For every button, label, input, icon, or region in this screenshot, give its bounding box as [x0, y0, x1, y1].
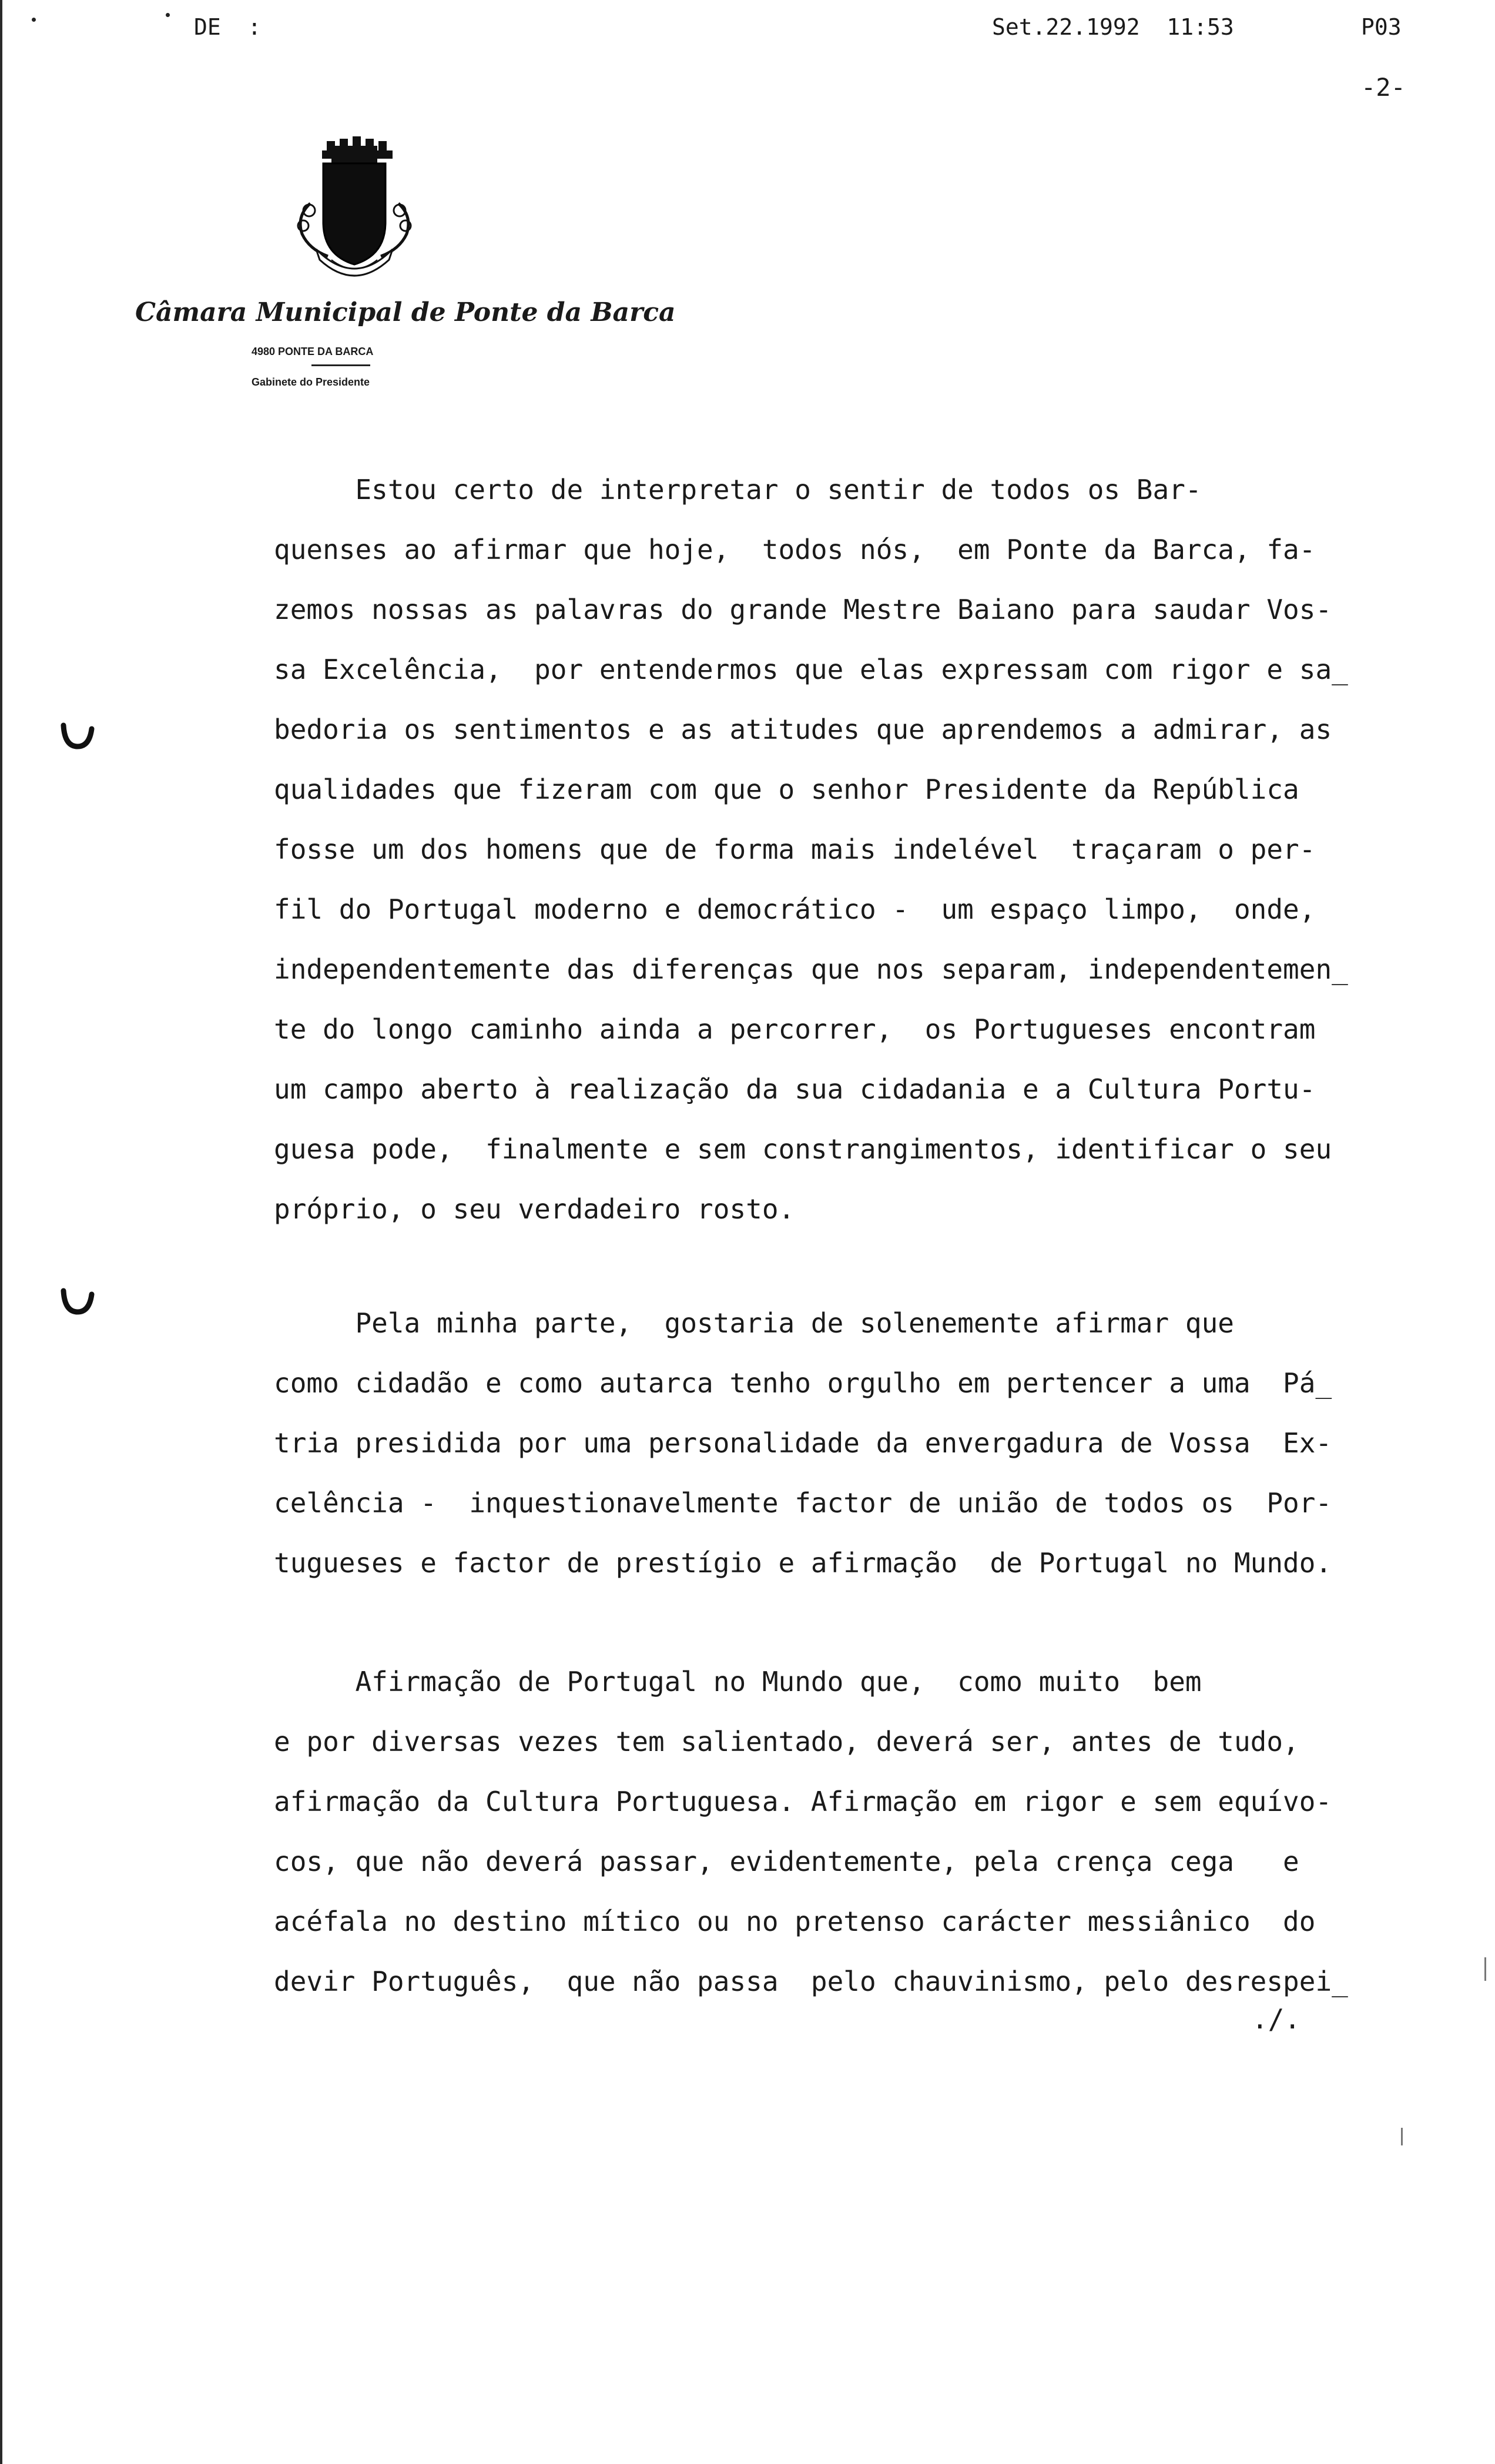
paragraph-3 — [274, 1652, 1449, 2011]
text-line: qualidades que fizeram com que o senhor Presidente da República — [274, 774, 1299, 805]
continuation-mark: ./. — [1252, 2003, 1301, 2035]
text-line: devir Português, que não passa pelo chauvinismo, pelo desrespei̲ — [274, 1966, 1348, 1997]
paragraph-1 — [274, 460, 1449, 1239]
paragraph-spacer — [274, 1239, 1449, 1293]
page-left-edge — [0, 0, 2, 2464]
page-number: -2- — [1361, 73, 1406, 102]
text-line: quenses ao afirmar que hoje, todos nós, em Ponte da Barca, fa- — [274, 534, 1316, 565]
margin-mark — [1484, 1957, 1486, 1981]
letterhead — [135, 134, 676, 404]
letter-body — [274, 460, 1449, 2011]
margin-mark — [1401, 2128, 1403, 2145]
text-line: afirmação da Cultura Portuguesa. Afirmação em rigor e sem equívo- — [274, 1786, 1332, 1817]
text-line: cos, que não deverá passar, evidentemente, pela crença cega e — [274, 1846, 1299, 1877]
text-line: como cidadão e como autarca tenho orgulho em pertencer a uma Pá̲ — [274, 1367, 1332, 1399]
text-line: bedoria os sentimentos e as atitudes que aprendemos a admirar, as — [274, 714, 1332, 745]
text-line: um campo aberto à realização da sua cidadania e a Cultura Portu- — [274, 1073, 1316, 1105]
punch-hole-mark-icon — [59, 1283, 96, 1320]
paragraph-2 — [274, 1293, 1449, 1593]
fax-transmission-header — [0, 14, 1495, 49]
fax-page-ref: P03 — [1361, 14, 1402, 40]
text-line: zemos nossas as palavras do grande Mestre Baiano para saudar Vos- — [274, 594, 1332, 625]
paragraph-spacer — [274, 1593, 1449, 1652]
text-line: fil do Portugal moderno e democrático - um espaço limpo, onde, — [274, 893, 1316, 925]
text-line: e por diversas vezes tem salientado, deverá ser, antes de tudo, — [274, 1726, 1299, 1757]
municipality-address: 4980 PONTE DA BARCA — [252, 346, 374, 357]
text-line: Afirmação de Portugal no Mundo que, como muito bem — [274, 1666, 1202, 1698]
text-line: guesa pode, finalmente e sem constrangimentos, identificar o seu — [274, 1133, 1332, 1165]
text-line: Estou certo de interpretar o sentir de todos os Bar- — [274, 474, 1202, 505]
fax-datetime: Set.22.1992 11:53 — [992, 14, 1234, 40]
municipal-crest-icon — [275, 134, 434, 293]
text-line: próprio, o seu verdadeiro rosto. — [274, 1193, 795, 1225]
letterhead-divider — [311, 364, 370, 366]
text-line: independentemente das diferenças que nos separam, independentemen̲ — [274, 953, 1348, 985]
text-line: fosse um dos homens que de forma mais indelével traçaram o per- — [274, 833, 1316, 865]
text-line: tria presidida por uma personalidade da envergadura de Vossa Ex- — [274, 1427, 1332, 1459]
text-line: celência - inquestionavelmente factor de união de todos os Por- — [274, 1487, 1332, 1519]
municipality-name: Câmara Municipal de Ponte da Barca — [135, 297, 676, 327]
text-line: sa Excelência, por entendermos que elas expressam com rigor e sa̲ — [274, 654, 1348, 685]
fax-from-label: DE : — [194, 14, 262, 40]
office-name: Gabinete do Presidente — [252, 376, 370, 388]
text-line: tugueses e factor de prestígio e afirmação de Portugal no Mundo. — [274, 1547, 1332, 1579]
text-line: Pela minha parte, gostaria de solenemente afirmar que — [274, 1307, 1234, 1339]
text-line: te do longo caminho ainda a percorrer, os Portugueses encontram — [274, 1013, 1316, 1045]
punch-hole-mark-icon — [59, 717, 96, 755]
text-line: acéfala no destino mítico ou no pretenso carácter messiânico do — [274, 1906, 1316, 1937]
